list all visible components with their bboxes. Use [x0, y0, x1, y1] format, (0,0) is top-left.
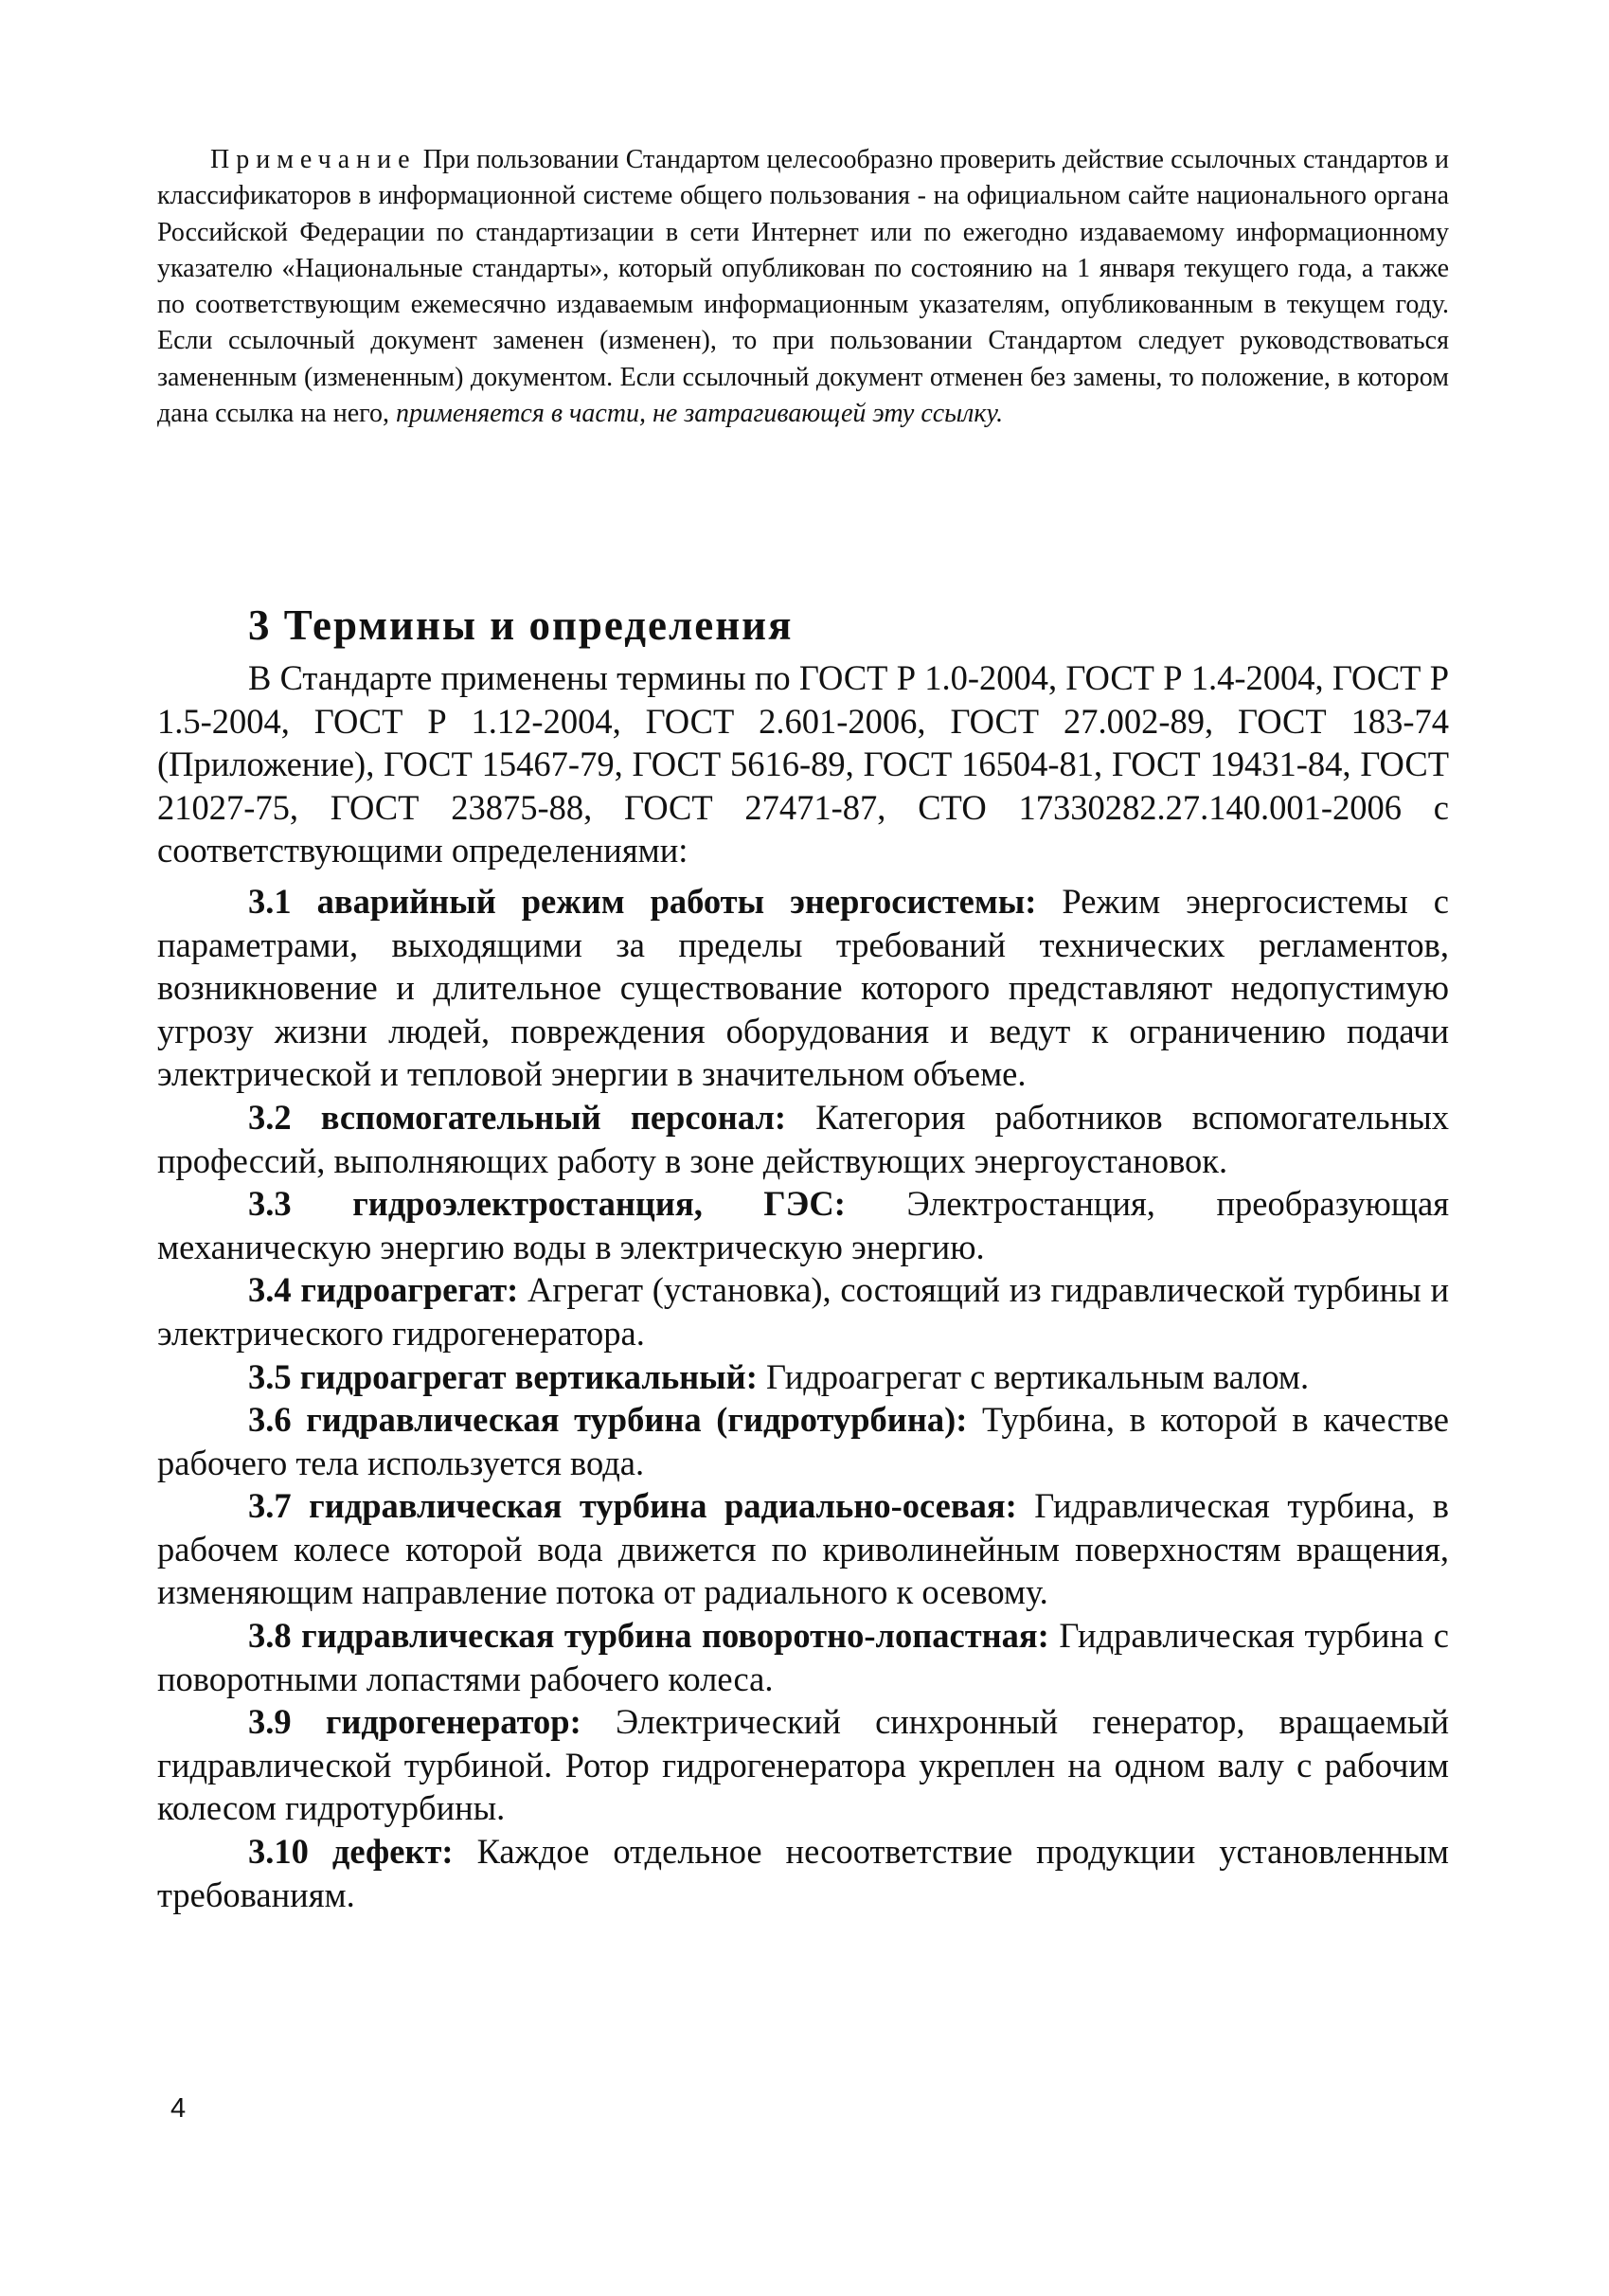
term-definition: Гидроагрегат с вертикальным валом. [757, 1356, 1310, 1396]
term-title: 3.1 аварийный режим работы энергосистемы: [248, 881, 1037, 921]
term-3-4 [157, 1268, 1449, 1354]
term-3-6 [157, 1398, 1449, 1484]
term-definition: Каждое отдельное несоответствие продукции установленным требованиям. [157, 1832, 1449, 1914]
term-title: 3.7 гидравлическая турбина радиально-осевая: [248, 1486, 1017, 1526]
section-intro: В Стандарте применены термины по ГОСТ Р 1.0-2004, ГОСТ Р 1.4-2004, ГОСТ Р 1.5-2004, ГОСТ Р 1.12-2004, ГОСТ 2.601-2006, ГОСТ 27.002-89, ГОСТ 183-74 (Приложение), ГОСТ 15467-79, ГОСТ 5616-89, ГОСТ 16504-81, ГОСТ 19431-84, ГОСТ 21027-75, ГОСТ 23875-88, ГОСТ 27471-87, СТО 17330282.27.140.001-2006 с соответствующими определениями: [157, 658, 1449, 870]
note-label: Примечание [210, 145, 417, 174]
term-3-5 [157, 1355, 1449, 1399]
term-3-8 [157, 1614, 1449, 1700]
term-title: 3.5 гидроагрегат вертикальный: [248, 1356, 758, 1396]
term-title: 3.9 гидрогенератор: [248, 1702, 581, 1742]
term-definition: Режим энергосистемы с параметрами, выходящими за пределы требований технических регламентов, возникновение и длительное существование которого представляют недопустимую угрозу жизни людей, повреждения оборудования и ведут к ограничению подачи электрической и тепловой энергии в значительном объеме. [157, 881, 1450, 1094]
term-3-1 [157, 880, 1449, 1096]
term-3-9 [157, 1700, 1449, 1830]
term-3-3 [157, 1182, 1449, 1268]
term-title: 3.2 вспомогательный персонал: [248, 1097, 787, 1137]
term-definition: Турбина, в которой в качестве рабочего тела используется вода. [157, 1400, 1449, 1482]
section-body [157, 656, 1449, 1916]
term-definition: Агрегат (установка), состоящий из гидравлической турбины и электрического гидрогенератора. [157, 1270, 1449, 1353]
term-title: 3.8 гидравлическая турбина поворотно-лопастная: [248, 1616, 1049, 1656]
note-paragraph [157, 142, 1449, 432]
term-definition: Гидравлическая турбина с поворотными лопастями рабочего колеса. [157, 1616, 1449, 1698]
term-title: 3.4 гидроагрегат: [248, 1270, 519, 1310]
term-3-2 [157, 1096, 1449, 1182]
term-3-10 [157, 1830, 1449, 1916]
term-title: 3.6 гидравлическая турбина (гидротурбина): [248, 1400, 968, 1440]
note-text: При пользовании Стандартом целесообразно проверить действие ссылочных стандартов и классификаторов в информационной системе общего пользования - на официальном сайте национального органа Российской Федерации по стандартизации в сети Интернет или по ежегодно издаваемому информационному указателю «Национальные стандарты», который опубликован по состоянию на 1 января текущего года, а также по соответствующим ежемесячно издаваемым информационным указателям, опубликованным в текущем году. Если ссылочный документ заменен (изменен), то при пользовании Стандартом следует руководствоваться замененным (измененным) документом. Если ссылочный документ отменен без замены, то положение, в котором дана ссылка на него, [157, 145, 1449, 429]
term-3-7 [157, 1484, 1449, 1614]
note-italic-end: применяется в части, не затрагивающей эту ссылку. [395, 399, 1004, 429]
term-definition: Электростанция, преобразующая механическую энергию воды в электрическую энергию. [157, 1184, 1450, 1266]
term-definition: Категория работников вспомогательных профессий, выполняющих работу в зоне действующих энергоустановок. [157, 1097, 1449, 1180]
term-title: 3.10 дефект: [248, 1832, 454, 1872]
page-number: 4 [170, 2093, 187, 2124]
term-definition: Гидравлическая турбина, в рабочем колесе которой вода движется по криволинейным поверхностям вращения, изменяющим направление потока от радиального к осевому. [157, 1486, 1449, 1612]
term-title: 3.3 гидроэлектростанция, ГЭС: [248, 1184, 846, 1224]
section-heading: 3 Термины и определения [248, 601, 794, 649]
term-definition: Электрический синхронный генератор, вращаемый гидравлической турбиной. Ротор гидрогенератора укреплен на одном валу с рабочим колесом гидротурбины. [157, 1702, 1449, 1828]
